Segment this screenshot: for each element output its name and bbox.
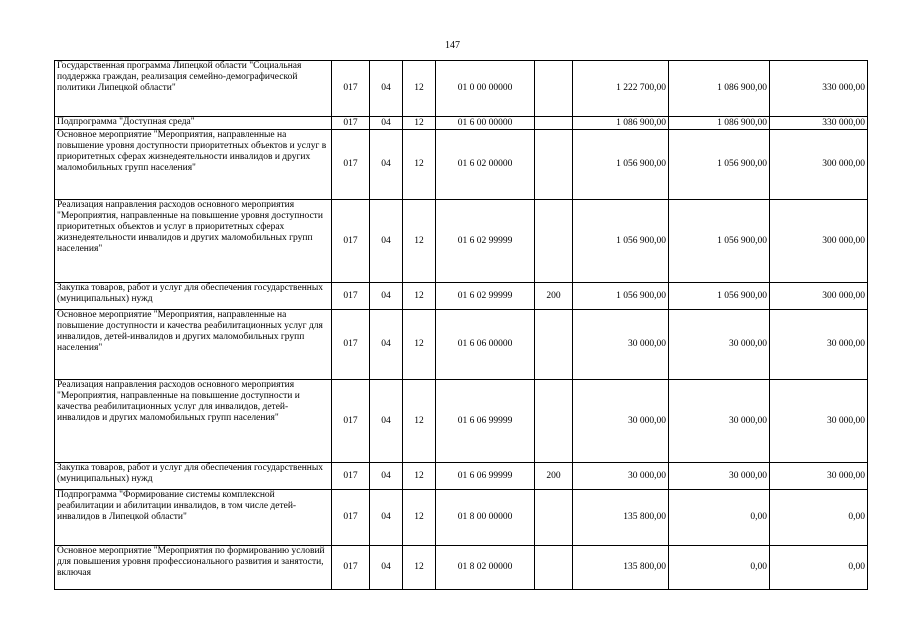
target-article-code: 01 0 00 00000 — [436, 61, 535, 117]
ministry-code: 017 — [332, 283, 370, 310]
amount-year-2: 0,00 — [669, 490, 770, 546]
row-name: Закупка товаров, работ и услуг для обеспечения государственных (муниципальных) нужд — [55, 463, 332, 490]
subsection-code: 12 — [403, 380, 436, 463]
subsection-code: 12 — [403, 130, 436, 200]
section-code: 04 — [370, 117, 403, 130]
table-row — [55, 546, 868, 590]
amount-year-1: 30 000,00 — [573, 463, 669, 490]
amount-year-2: 1 056 900,00 — [669, 200, 770, 283]
table-body — [55, 61, 868, 590]
amount-year-2: 30 000,00 — [669, 310, 770, 380]
table-row — [55, 463, 868, 490]
section-code: 04 — [370, 200, 403, 283]
ministry-code: 017 — [332, 490, 370, 546]
expense-type-code — [535, 310, 573, 380]
ministry-code: 017 — [332, 61, 370, 117]
amount-year-1: 135 800,00 — [573, 546, 669, 590]
amount-year-1: 30 000,00 — [573, 380, 669, 463]
table-row — [55, 130, 868, 200]
amount-year-3: 300 000,00 — [770, 283, 868, 310]
row-name: Основное мероприятие "Мероприятия, направленные на повышение уровня доступности приоритетных объектов и услуг в приоритетных сферах жизнедеятельности инвалидов и других маломобильных групп населения" — [55, 130, 332, 200]
subsection-code: 12 — [403, 200, 436, 283]
expense-type-code — [535, 490, 573, 546]
amount-year-3: 0,00 — [770, 546, 868, 590]
amount-year-2: 1 086 900,00 — [669, 117, 770, 130]
row-name: Государственная программа Липецкой области "Социальная поддержка граждан, реализация семейно-демографической политики Липецкой области" — [55, 61, 332, 117]
subsection-code: 12 — [403, 117, 436, 130]
amount-year-2: 1 086 900,00 — [669, 61, 770, 117]
section-code: 04 — [370, 380, 403, 463]
ministry-code: 017 — [332, 200, 370, 283]
section-code: 04 — [370, 490, 403, 546]
amount-year-1: 1 056 900,00 — [573, 283, 669, 310]
table-row — [55, 283, 868, 310]
table-row — [55, 200, 868, 283]
amount-year-3: 300 000,00 — [770, 200, 868, 283]
expense-type-code — [535, 130, 573, 200]
row-name: Реализация направления расходов основного мероприятия "Мероприятия, направленные на повышение уровня доступности приоритетных объектов и услуг в приоритетных сферах жизнедеятельности инвалидов и других маломобильных групп населения" — [55, 200, 332, 283]
row-name: Подпрограмма "Формирование системы комплексной реабилитации и абилитации инвалидов, в том числе детей-инвалидов в Липецкой области" — [55, 490, 332, 546]
subsection-code: 12 — [403, 61, 436, 117]
subsection-code: 12 — [403, 490, 436, 546]
expense-type-code — [535, 117, 573, 130]
table-row — [55, 380, 868, 463]
amount-year-3: 300 000,00 — [770, 130, 868, 200]
amount-year-3: 30 000,00 — [770, 380, 868, 463]
ministry-code: 017 — [332, 546, 370, 590]
amount-year-2: 30 000,00 — [669, 380, 770, 463]
section-code: 04 — [370, 310, 403, 380]
ministry-code: 017 — [332, 463, 370, 490]
expense-type-code — [535, 61, 573, 117]
ministry-code: 017 — [332, 117, 370, 130]
table-row — [55, 490, 868, 546]
target-article-code: 01 6 06 99999 — [436, 463, 535, 490]
expense-type-code — [535, 380, 573, 463]
subsection-code: 12 — [403, 546, 436, 590]
ministry-code: 017 — [332, 130, 370, 200]
target-article-code: 01 6 02 99999 — [436, 200, 535, 283]
target-article-code: 01 8 00 00000 — [436, 490, 535, 546]
amount-year-3: 30 000,00 — [770, 463, 868, 490]
target-article-code: 01 6 06 99999 — [436, 380, 535, 463]
amount-year-3: 30 000,00 — [770, 310, 868, 380]
target-article-code: 01 6 06 00000 — [436, 310, 535, 380]
section-code: 04 — [370, 283, 403, 310]
target-article-code: 01 8 02 00000 — [436, 546, 535, 590]
section-code: 04 — [370, 130, 403, 200]
expense-type-code: 200 — [535, 283, 573, 310]
amount-year-2: 1 056 900,00 — [669, 283, 770, 310]
page-number: 147 — [445, 40, 460, 51]
table-row — [55, 310, 868, 380]
amount-year-3: 330 000,00 — [770, 117, 868, 130]
target-article-code: 01 6 02 00000 — [436, 130, 535, 200]
amount-year-3: 0,00 — [770, 490, 868, 546]
table-row — [55, 117, 868, 130]
row-name: Подпрограмма "Доступная среда" — [55, 117, 332, 130]
amount-year-2: 1 056 900,00 — [669, 130, 770, 200]
table-row — [55, 61, 868, 117]
row-name: Закупка товаров, работ и услуг для обеспечения государственных (муниципальных) нужд — [55, 283, 332, 310]
row-name: Реализация направления расходов основного мероприятия "Мероприятия, направленные на повышение доступности и качества реабилитационных услуг для инвалидов, детей-инвалидов и других маломобильных групп населения" — [55, 380, 332, 463]
section-code: 04 — [370, 463, 403, 490]
amount-year-2: 30 000,00 — [669, 463, 770, 490]
expense-type-code — [535, 546, 573, 590]
row-name: Основное мероприятие "Мероприятия по формированию условий для повышения уровня профессионального развития и занятости, включая — [55, 546, 332, 590]
budget-table — [54, 60, 868, 590]
amount-year-1: 135 800,00 — [573, 490, 669, 546]
target-article-code: 01 6 02 99999 — [436, 283, 535, 310]
amount-year-1: 30 000,00 — [573, 310, 669, 380]
section-code: 04 — [370, 61, 403, 117]
ministry-code: 017 — [332, 380, 370, 463]
amount-year-1: 1 056 900,00 — [573, 200, 669, 283]
section-code: 04 — [370, 546, 403, 590]
target-article-code: 01 6 00 00000 — [436, 117, 535, 130]
amount-year-1: 1 222 700,00 — [573, 61, 669, 117]
row-name: Основное мероприятие "Мероприятия, направленные на повышение доступности и качества реабилитационных услуг для инвалидов, детей-инвалидов и других маломобильных групп населения" — [55, 310, 332, 380]
amount-year-2: 0,00 — [669, 546, 770, 590]
subsection-code: 12 — [403, 463, 436, 490]
expense-type-code — [535, 200, 573, 283]
amount-year-3: 330 000,00 — [770, 61, 868, 117]
amount-year-1: 1 086 900,00 — [573, 117, 669, 130]
expense-type-code: 200 — [535, 463, 573, 490]
subsection-code: 12 — [403, 310, 436, 380]
amount-year-1: 1 056 900,00 — [573, 130, 669, 200]
subsection-code: 12 — [403, 283, 436, 310]
ministry-code: 017 — [332, 310, 370, 380]
